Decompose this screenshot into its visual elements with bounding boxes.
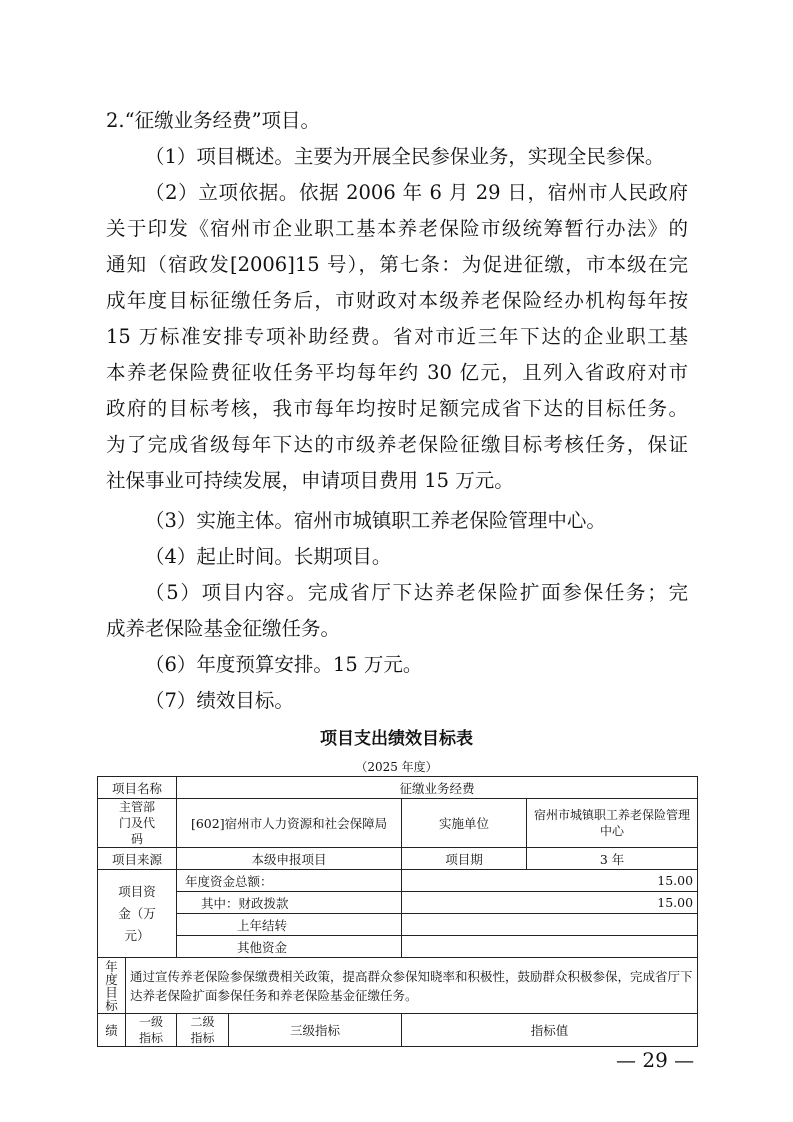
table-row xyxy=(98,870,698,892)
impl-value: 宿州市城镇职工养老保险管理中心 xyxy=(527,799,698,848)
table-row xyxy=(98,799,698,848)
period-value: 3 年 xyxy=(527,848,698,870)
project-name-label: 项目名称 xyxy=(98,777,177,799)
performance-target-table xyxy=(97,776,698,1047)
table-row xyxy=(98,892,698,914)
table-row xyxy=(98,777,698,799)
funds-carry-label: 上年结转 xyxy=(177,914,402,936)
paragraph-basis: （2）立项依据。依据 2006 年 6 月 29 日，宿州市人民政府 关于印发《宿州市企业职工基本养老保险市级统筹暂行办法》的 通知（宿政发[2006]15 号），第七条：为促进征缴，市本级在完 成年度目标征缴任务后，市财政对本级养老保险经办机构每年按 15 万标准安排专项补助经费。省对市近三年下达的企业职工基 本养老保险费征收任务平均每年约 30 亿元，且列入省政府对市 政府的目标考核，我市每年均按时足额完成省下达的目标任务。 为了完成省级每年下达的市级养老保险征缴目标考核任务，保证 社保事业可持续发展，申请项目费用 15 万元。 xyxy=(106,181,688,492)
page-number: — 29 — xyxy=(616,1048,695,1072)
funds-fiscal-label: 其中：财政拨款 xyxy=(177,892,402,914)
goal-label: 年度目标 xyxy=(98,958,126,1014)
table-row xyxy=(98,914,698,936)
funds-fiscal-value: 15.00 xyxy=(402,892,698,914)
table-row xyxy=(98,936,698,958)
paragraph-period: （4）起止时间。长期项目。 xyxy=(145,545,392,568)
funds-carry-value xyxy=(402,914,698,936)
project-name-value: 征缴业务经费 xyxy=(177,777,698,799)
funds-other-label: 其他资金 xyxy=(177,936,402,958)
table-row xyxy=(98,958,698,1014)
source-value: 本级申报项目 xyxy=(177,848,402,870)
level1-header: 一级指标 xyxy=(126,1014,177,1047)
table-row xyxy=(98,848,698,870)
source-label: 项目来源 xyxy=(98,848,177,870)
paragraph-overview: （1）项目概述。主要为开展全民参保业务，实现全民参保。 xyxy=(145,145,665,168)
paragraph-budget: （6）年度预算安排。15 万元。 xyxy=(145,653,423,676)
dept-value: [602]宿州市人力资源和社会保障局 xyxy=(177,799,402,848)
funds-other-value xyxy=(402,936,698,958)
table-row xyxy=(98,1014,698,1047)
indicator-value-header: 指标值 xyxy=(402,1014,698,1047)
impl-label: 实施单位 xyxy=(402,799,527,848)
dept-label: 主管部门及代码 xyxy=(98,799,177,848)
table-title: 项目支出绩效目标表 xyxy=(320,729,473,749)
paragraph-goal: （7）绩效目标。 xyxy=(145,689,294,712)
perf-label: 绩 xyxy=(98,1014,126,1047)
table-year: （2025 年度） xyxy=(355,760,438,774)
funds-total-label: 年度资金总额： xyxy=(177,870,402,892)
funds-total-value: 15.00 xyxy=(402,870,698,892)
paragraph-subject: （3）实施主体。宿州市城镇职工养老保险管理中心。 xyxy=(145,509,606,532)
level3-header: 三级指标 xyxy=(229,1014,402,1047)
period-label: 项目期 xyxy=(402,848,527,870)
level2-header: 二级指标 xyxy=(177,1014,229,1047)
paragraph-content: （5）项目内容。完成省厅下达养老保险扩面参保任务；完 成养老保险基金征缴任务。 xyxy=(106,581,688,640)
funds-label: 项目资金（万元） xyxy=(98,870,177,958)
goal-value: 通过宣传养老保险参保缴费相关政策，提高群众参保知晓率和积极性，鼓励群众积极参保，完成省厅下达养老保险扩面参保任务和养老保险基金征缴任务。 xyxy=(126,958,698,1014)
section-heading: 2.“征缴业务经费”项目。 xyxy=(106,109,321,132)
